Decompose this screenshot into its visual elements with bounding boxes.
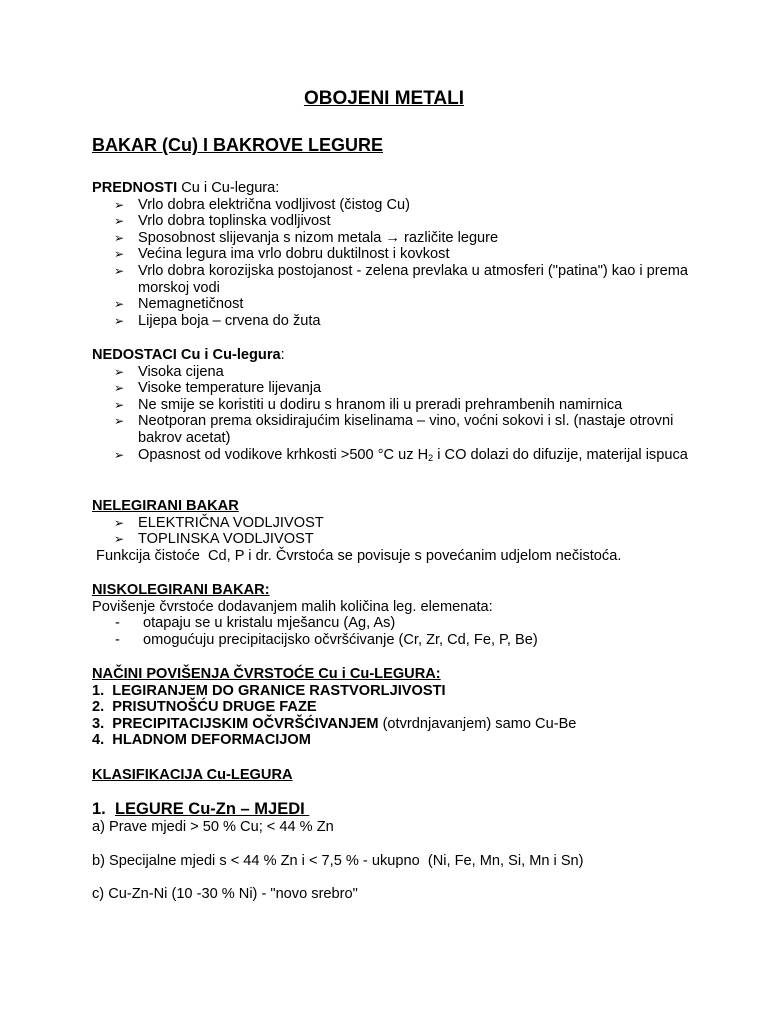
subscript-2: 2 [428,452,434,463]
arrow-bullet-icon: ➢ [114,515,125,530]
hydrogen-text-pre: Opasnost od vodikove krhkosti >500 °C uz H [138,446,429,463]
legure-number: 1. [92,800,115,818]
nelegirani-heading: NELEGIRANI BAKAR [92,498,239,514]
list-item-text: otapaju se u kristalu mješancu (Ag, As) [143,615,396,632]
list-item [92,197,712,214]
niskolegirani-text: Povišenje čvrstoće dodavanjem malih količina leg. elemenata: [92,598,493,615]
list-item [92,397,712,414]
list-item-text: omogućuju precipitacijsko očvršćivanje (Cr, Zr, Cd, Fe, P, Be) [143,631,538,648]
arrow-bullet-icon: ➢ [114,197,125,212]
line-a: a) Prave mjedi > 50 % Cu; < 44 % Zn [92,819,334,835]
line-b-block [92,853,712,870]
list-item-text: Ne smije se koristiti u dodiru s hranom ili u preradi prehrambenih namirnica [138,396,623,413]
list-item-text: Visoka cijena [138,363,224,380]
prednosti-heading [92,180,712,197]
legure-title-text: LEGURE Cu-Zn – MJEDI [114,800,310,818]
section-title: BAKAR (Cu) I BAKROVE LEGURE [92,135,383,155]
klasifikacija-heading-block [92,767,712,784]
list-item [92,263,712,296]
prednosti-heading-rest: Cu i Cu-legura: [177,180,280,196]
list-item [92,296,712,313]
list-item [92,615,712,632]
list-item-text: Većina legura ima vrlo dobru duktilnost i kovkost [138,246,450,263]
arrow-bullet-icon: ➢ [114,313,125,328]
list-item [92,313,712,330]
list-item-text: Vrlo dobra toplinska vodljivost [138,213,331,230]
list-item [92,364,712,381]
arrow-bullet-icon: ➢ [114,230,125,245]
arrow-bullet-icon: ➢ [114,214,125,229]
nedostaci-section [92,347,712,463]
list-item-text: Nemagnetičnost [138,296,244,313]
arrow-bullet-icon: ➢ [114,414,125,429]
list-item-text: Vrlo dobra električna vodljivost (čistog Cu) [138,196,410,213]
dash-bullet: - [115,631,120,648]
nedostaci-heading-rest: : [280,347,285,363]
nacini-item-3-bold: 3. PRECIPITACIJSKIM OČVRŠĆIVANJEM [92,715,379,732]
niskolegirani-heading: NISKOLEGIRANI BAKAR: [92,582,270,598]
line-c-block [92,886,712,903]
nelegirani-text: Funkcija čistoće Cd, P i dr. Čvrstoća se povisuje s povećanim udjelom nečistoća. [92,547,622,564]
list-item [92,447,712,464]
document-title: OBOJENI METALI [303,88,465,109]
list-item-text: Vrlo dobra korozijska postojanost - zelena prevlaka u atmosferi ("patina") kao i prema morskoj vodi [138,262,689,296]
line-b: b) Specijalne mjedi s < 44 % Zn i < 7,5 % - ukupno (Ni, Fe, Mn, Si, Mn i Sn) [92,853,584,869]
nacini-heading: NAČINI POVIŠENJA ČVRSTOĆE Cu i Cu-LEGURA: [92,666,441,682]
nelegirani-section [92,498,712,564]
list-item [92,515,712,532]
list-item [92,413,712,446]
legure-cu-zn-title [92,800,712,819]
legure-cu-zn-section [92,800,712,836]
list-item [92,380,712,397]
nedostaci-list [92,364,712,464]
arrow-bullet-icon: ➢ [114,364,125,379]
nedostaci-heading [92,347,712,364]
list-item-text: Visoke temperature lijevanja [138,380,322,397]
list-item-text: Neotporan prema oksidirajućim kiselinama – vino, voćni sokovi i sl. (nastaje otrovni bakrov acetat) [138,413,674,446]
list-item-text: TOPLINSKA VODLJIVOST [138,531,314,548]
nedostaci-heading-bold: NEDOSTACI Cu i Cu-legura [92,347,281,363]
list-item-text: ELEKTRIČNA VODLJIVOST [138,514,324,531]
list-item [92,531,712,548]
nacini-item-3 [92,716,712,733]
line-c: c) Cu-Zn-Ni (10 -30 % Ni) - "novo srebro" [92,886,358,902]
nacini-item-2: 2. PRISUTNOŠĆU DRUGE FAZE [92,699,317,716]
list-item [92,246,712,263]
nelegirani-list [92,515,712,548]
prednosti-list [92,197,712,330]
list-item [92,632,712,649]
list-item-text: Sposobnost slijevanja s nizom metala → različite legure [138,229,499,246]
arrow-bullet-icon: ➢ [114,397,125,412]
arrow-bullet-icon: ➢ [114,381,125,396]
arrow-bullet-icon: ➢ [114,247,125,262]
dash-bullet: - [115,615,120,632]
niskolegirani-list [92,615,712,648]
list-item-text [138,447,688,463]
klasifikacija-heading: KLASIFIKACIJA Cu-LEGURA [92,767,293,783]
arrow-bullet-icon: ➢ [114,532,125,547]
prednosti-heading-bold: PREDNOSTI [92,180,178,196]
arrow-bullet-icon: ➢ [114,447,125,462]
hydrogen-text-post: i CO dolazi do difuzije, materijal ispuca [433,446,688,463]
nacini-section [92,666,712,749]
list-item [92,213,712,230]
list-item [92,230,712,247]
list-item-text: Lijepa boja – crvena do žuta [138,312,321,329]
nacini-item-1: 1. LEGIRANJEM DO GRANICE RASTVORLJIVOSTI [92,682,446,699]
prednosti-section [92,180,712,329]
nacini-item-4: 4. HLADNOM DEFORMACIJOM [92,732,311,749]
niskolegirani-section [92,582,712,648]
arrow-bullet-icon: ➢ [114,263,125,278]
nacini-item-3-rest: (otvrdnjavanjem) samo Cu-Be [378,715,577,732]
arrow-bullet-icon: ➢ [114,297,125,312]
